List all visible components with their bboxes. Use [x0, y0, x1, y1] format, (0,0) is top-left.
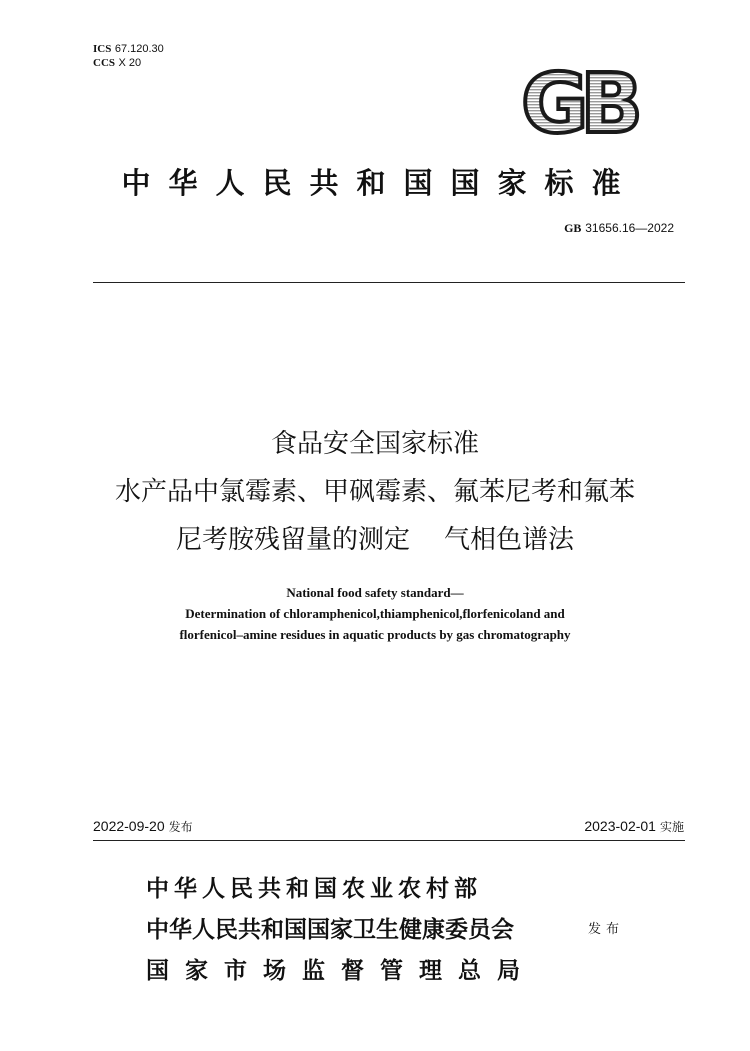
english-title-line-1: National food safety standard— — [286, 585, 464, 600]
issuing-authorities — [146, 868, 536, 991]
chinese-title-line-1: 食品安全国家标准 — [270, 429, 479, 459]
issue-date — [93, 818, 193, 835]
issue-date-value: 2022-09-20 — [93, 818, 165, 834]
standard-number — [564, 221, 674, 236]
issue-date-word: 发布 — [168, 820, 193, 834]
chinese-title — [0, 420, 750, 564]
chinese-title-line-3b: 气相色谱法 — [444, 525, 575, 555]
ics-label: ICS — [93, 43, 112, 55]
ccs-label: CCS — [93, 57, 116, 69]
implement-date — [584, 818, 684, 835]
english-title — [0, 582, 750, 645]
standard-prefix: GB — [564, 221, 582, 235]
ccs-value: X 20 — [118, 57, 142, 69]
gb-logo-icon — [505, 62, 651, 140]
ics-value: 67.120.30 — [114, 43, 164, 55]
chinese-title-line-2: 水产品中氯霉素、甲砜霉素、氟苯尼考和氟苯 — [114, 477, 635, 507]
chinese-title-line-3a: 尼考胺残留量的测定 — [175, 525, 410, 555]
top-divider — [93, 282, 685, 283]
implement-date-word: 实施 — [659, 820, 684, 834]
ics-code — [93, 42, 164, 56]
classification-codes — [93, 42, 164, 70]
standard-number-value: 31656.16—2022 — [585, 221, 674, 235]
chinese-title-line-3 — [0, 516, 750, 564]
english-title-line-2: Determination of chloramphenicol,thiamphenicol,florfenicoland and — [185, 606, 565, 621]
english-title-line-3: florfenicol–amine residues in aquatic products by gas chromatography — [179, 627, 571, 642]
implement-date-value: 2023-02-01 — [584, 818, 656, 834]
issuer-line-3: 国家市场监督管理总局 — [146, 957, 536, 984]
bottom-divider — [93, 840, 685, 841]
national-standard-title: 中华人民共和国国家标准 — [121, 166, 639, 200]
ccs-code — [93, 56, 164, 70]
issuer-line-1: 中华人民共和国农业农村部 — [146, 875, 482, 902]
issuer-line-2: 中华人民共和国国家卫生健康委员会 — [146, 916, 514, 943]
gb-logo-text: GB — [521, 62, 635, 140]
issuers-issue-word: 发布 — [588, 922, 625, 937]
